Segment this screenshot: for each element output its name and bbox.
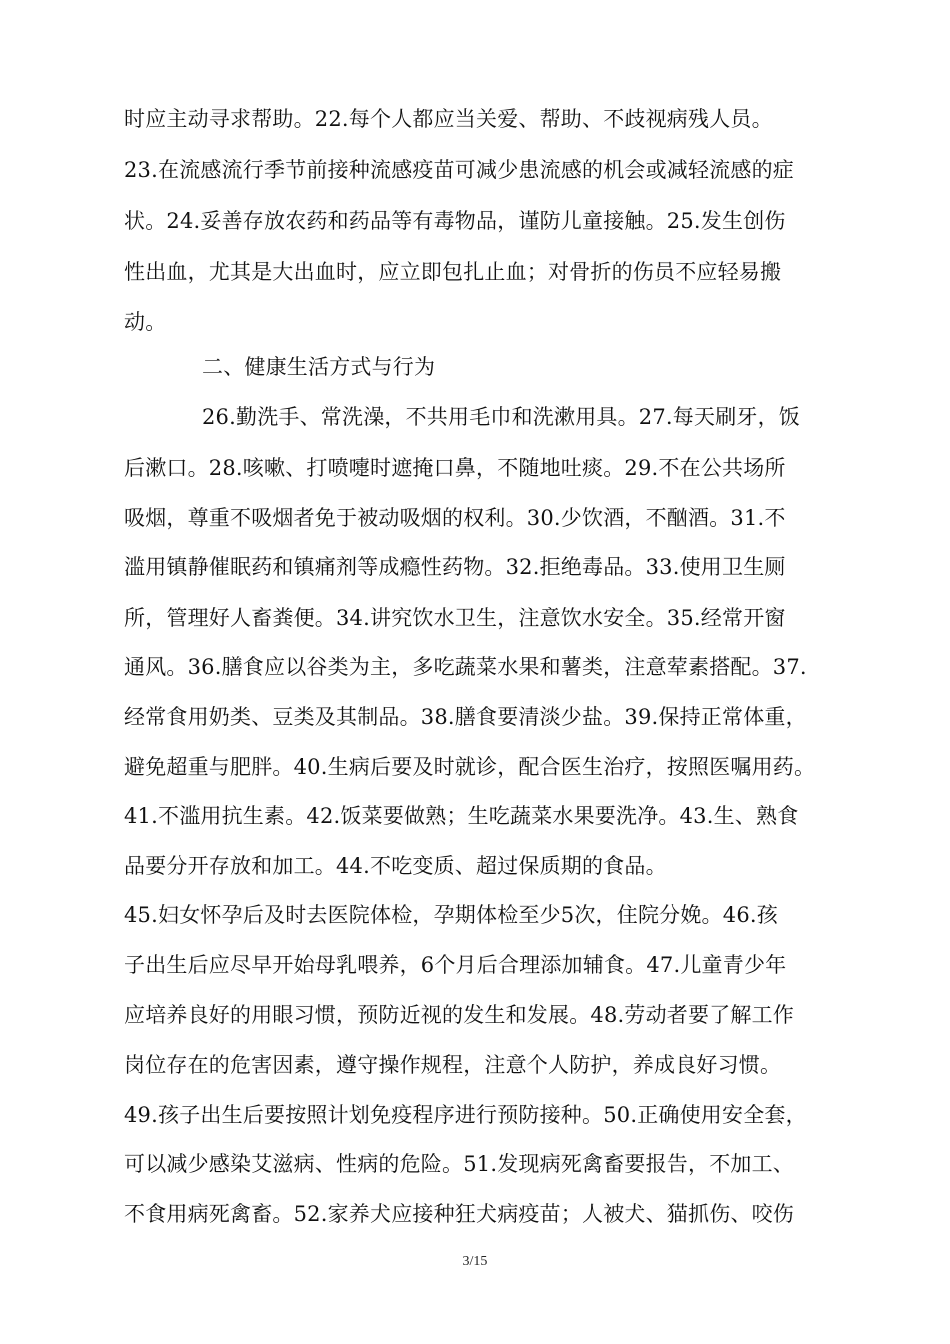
text-line: 后漱口。28.咳嗽、打喷嚏时遮掩口鼻，不随地吐痰。29.不在公共场所 — [124, 456, 786, 480]
text-line: 经常食用奶类、豆类及其制品。38.膳食要清淡少盐。39.保持正常体重， — [124, 705, 807, 729]
text-line: 品要分开存放和加工。44.不吃变质、超过保质期的食品。 — [124, 854, 667, 878]
text-line: 性出血，尤其是大出血时，应立即包扎止血；对骨折的伤员不应轻易搬 — [124, 260, 782, 284]
text-line: 49.孩子出生后要按照计划免疫程序进行预防接种。50.正确使用安全套， — [124, 1103, 807, 1127]
text-line: 子出生后应尽早开始母乳喂养，6个月后合理添加辅食。47.儿童青少年 — [124, 953, 787, 977]
text-line: 所，管理好人畜粪便。34.讲究饮水卫生，注意饮水安全。35.经常开窗 — [124, 606, 786, 630]
text-line: 26.勤洗手、常洗澡，不共用毛巾和洗漱用具。27.每天刷牙，饭 — [202, 405, 800, 429]
text-line: 不食用病死禽畜。52.家养犬应接种狂犬病疫苗；人被犬、猫抓伤、咬伤 — [124, 1202, 794, 1226]
text-line: 滥用镇静催眠药和镇痛剂等成瘾性药物。32.拒绝毒品。33.使用卫生厕 — [124, 555, 786, 579]
text-line: 23.在流感流行季节前接种流感疫苗可减少患流感的机会或减轻流感的症 — [124, 158, 794, 182]
text-line: 状。24.妥善存放农药和药品等有毒物品，谨防儿童接触。25.发生创伤 — [124, 209, 786, 233]
text-line: 通风。36.膳食应以谷类为主，多吃蔬菜水果和薯类，注意荤素搭配。37. — [124, 655, 807, 679]
text-line: 避免超重与肥胖。40.生病后要及时就诊，配合医生治疗，按照医嘱用药。 — [124, 755, 816, 779]
text-line: 岗位存在的危害因素，遵守操作规程，注意个人防护，养成良好习惯。 — [124, 1053, 782, 1077]
text-line: 45.妇女怀孕后及时去医院体检，孕期体检至少5次，住院分娩。46.孩 — [124, 903, 778, 927]
page-number: 3/15 — [462, 1254, 488, 1269]
text-line: 应培养良好的用眼习惯，预防近视的发生和发展。48.劳动者要了解工作 — [124, 1003, 794, 1027]
text-line: 可以减少感染艾滋病、性病的危险。51.发现病死禽畜要报告，不加工、 — [124, 1152, 794, 1176]
text-line: 动。 — [124, 310, 167, 334]
section-heading: 二、健康生活方式与行为 — [202, 355, 436, 379]
text-line: 时应主动寻求帮助。22.每个人都应当关爱、帮助、不歧视病残人员。 — [124, 107, 773, 131]
text-line: 41.不滥用抗生素。42.饭菜要做熟；生吃蔬菜水果要洗净。43.生、熟食 — [124, 804, 799, 828]
text-line: 吸烟，尊重不吸烟者免于被动吸烟的权利。30.少饮酒，不酗酒。31.不 — [124, 506, 786, 530]
